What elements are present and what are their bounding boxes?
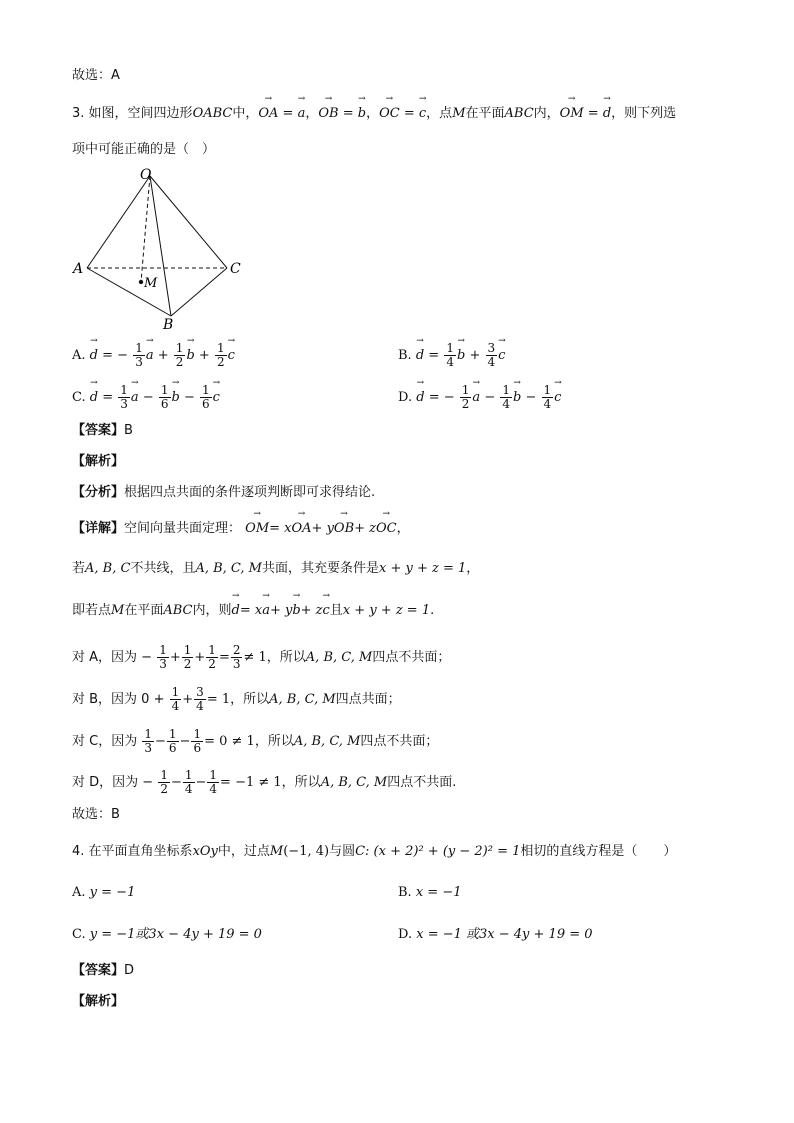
vec-b: → b: [358, 105, 366, 123]
frac: $\frac{3}{4}$: [487, 341, 496, 369]
q4-option-c[interactable]: C. y = −1或3x − 4y + 19 = 0: [72, 927, 262, 942]
vec-oa: → OA: [258, 105, 278, 123]
q3-theorem: 【详解】空间向量共面定理： → OM= x→ OA+ y→ OB+ z→ OC，: [72, 520, 410, 538]
segment-om-hidden: [141, 176, 150, 282]
frac: $\frac{1}{2}$: [461, 383, 470, 411]
check-c: 对 C，因为 $\frac{1}{3}$ − $\frac{1}{6}$ − $\frac{1}{6}$ = 0 ≠ 1，所以A, B, C, M四点不共面；: [72, 727, 439, 755]
q3-text: 内，: [533, 106, 560, 121]
q3-text: ，则下列选: [611, 106, 677, 121]
tetrahedron-figure: [64, 163, 264, 333]
xiangjie-label: 【详解】: [72, 521, 125, 536]
q3-text: 中，: [232, 106, 259, 121]
label-m: M: [144, 276, 158, 291]
option-a[interactable]: A. → d = − $\frac{1}{3}$ → a + $\frac{1}{2}$ → b + $\frac{1}{2}$ → c: [72, 342, 235, 369]
option-d-label: D.: [398, 390, 413, 405]
label-c: C: [230, 261, 241, 277]
q3-stem-line2: 项中可能正确的是（ ）: [72, 142, 216, 157]
q4-option-b[interactable]: B. x = −1: [398, 885, 462, 900]
answer-label: 【答案】: [72, 423, 125, 438]
q4-number: 4.: [72, 844, 85, 859]
option-c[interactable]: C. → d = $\frac{1}{3}$ → a − $\frac{1}{6}$ → b − $\frac{1}{6}$ → c: [72, 384, 220, 411]
option-d[interactable]: D. → d = − $\frac{1}{2}$ → a − $\frac{1}{4}$ → b − $\frac{1}{4}$ → c: [398, 384, 561, 411]
vec-c: → c: [419, 105, 426, 123]
label-a: A: [73, 261, 84, 277]
q3-analysis-label: 【解析】: [72, 454, 125, 469]
vec-oc: → OC: [379, 105, 400, 123]
frac: $\frac{1}{3}$: [135, 341, 143, 369]
label-o: O: [140, 167, 152, 183]
label-b: B: [163, 317, 174, 333]
vec-om: → OM: [560, 105, 584, 123]
check-a: 对 A，因为 − $\frac{1}{3}$ + $\frac{1}{2}$ + $\frac{1}{2}$ = $\frac{2}{3}$ ≠ 1，所以A, B, C, M四点不共面；: [72, 643, 451, 671]
option-b-label: B.: [398, 348, 412, 363]
frac: $\frac{1}{4}$: [502, 383, 510, 411]
frac: $\frac{1}{3}$: [120, 383, 128, 411]
vec-ob: → OB: [318, 105, 338, 123]
fenxi-text: 根据四点共面的条件逐项判断即可求得结论.: [124, 485, 376, 500]
frac: $\frac{1}{2}$: [216, 341, 225, 369]
frac: $\frac{1}{2}$: [175, 341, 184, 369]
vec-a: → a: [298, 105, 306, 123]
q3-final-answer: 故选：B: [72, 807, 120, 822]
q3-condition-1: 若A, B, C不共线，且A, B, C, M共面，其充要条件是x + y + z = 1，: [72, 561, 480, 576]
check-d: 对 D，因为 − $\frac{1}{2}$ − $\frac{1}{4}$ − $\frac{1}{4}$ = −1 ≠ 1，所以A, B, C, M四点不共面.: [72, 768, 457, 796]
q3-number: 3.: [72, 106, 85, 121]
edge-oa: [87, 176, 150, 268]
frac: $\frac{1}{6}$: [202, 383, 210, 411]
q3-condition-2: 即若点M在平面ABC内，则→ d= x→ a+ y→ b+ z→ c且x + y + z = 1.: [72, 602, 434, 620]
vec-d: → d: [603, 105, 611, 123]
option-c-label: C.: [72, 390, 86, 405]
q3-plane-abc: ABC: [504, 106, 534, 121]
point-m-dot: [139, 280, 143, 284]
check-b: 对 B，因为 0 + $\frac{1}{4}$ + $\frac{3}{4}$ = 1，所以A, B, C, M四点共面；: [72, 685, 401, 713]
q3-answer: [72, 422, 133, 440]
q3-text: 在平面: [465, 106, 505, 121]
frac: $\frac{1}{4}$: [446, 341, 454, 369]
edge-bc: [171, 268, 227, 316]
option-a-eq: = −: [102, 348, 129, 363]
edge-ab: [87, 268, 171, 316]
option-b[interactable]: B. → d = $\frac{1}{4}$ → b + $\frac{3}{4}$ → c: [398, 342, 505, 369]
q3-text: ，点: [426, 106, 453, 121]
previous-answer: 故选：A: [72, 68, 120, 83]
q3-quad-name: OABC: [192, 106, 233, 121]
frac: $\frac{1}{4}$: [543, 383, 552, 411]
q4-stem: 4. 在平面直角坐标系xOy中，过点M(−1, 4)与圆C: (x + 2)² + (y − 2)² = 1相切的直线方程是（ ）: [72, 844, 677, 859]
q4-option-a[interactable]: A. y = −1: [72, 885, 136, 900]
q3-fenxi: [72, 484, 375, 502]
frac: $\frac{1}{6}$: [160, 383, 169, 411]
answer-value: B: [124, 423, 133, 438]
q3-point-m: M: [452, 106, 466, 121]
q3-stem-text: 如图，空间四边形: [88, 106, 193, 121]
xiangjie-text: 空间向量共面定理：: [124, 521, 242, 536]
fenxi-label: 【分析】: [72, 485, 125, 500]
q4-option-d[interactable]: D. x = −1 或3x − 4y + 19 = 0: [398, 927, 593, 942]
q4-analysis-label: 【解析】: [72, 994, 125, 1009]
q4-answer: 【答案】D: [72, 963, 135, 978]
option-a-lhs: → d: [90, 347, 98, 365]
option-a-label: A.: [72, 348, 86, 363]
q3-stem-line1: 3. 如图，空间四边形OABC中，→ OA = → a，→ OB = → b，→ OC = → c，点M在平面ABC内，→ OM = → d，则下列选: [72, 105, 676, 123]
